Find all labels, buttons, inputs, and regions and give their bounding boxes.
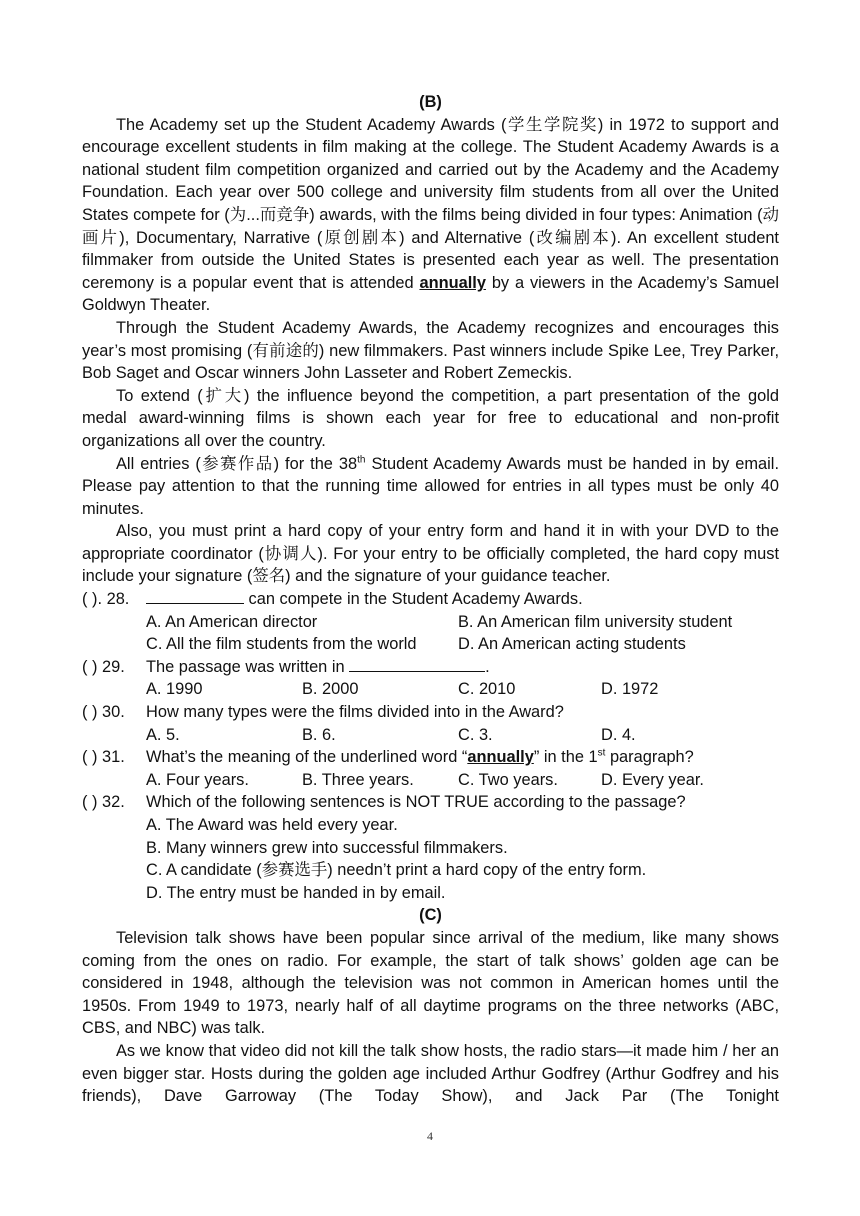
question-stem	[146, 588, 583, 611]
question-30-options	[82, 724, 779, 747]
option-d[interactable]: D. Every year.	[601, 770, 704, 789]
option-d[interactable]: D. The entry must be handed in by email.	[146, 883, 446, 902]
section-b-heading: (B)	[419, 93, 442, 111]
paragraph-text: by a viewers in the Academy’s Samuel Goldwyn Theater.	[82, 273, 779, 315]
section-b-paragraph-4	[82, 453, 779, 521]
answer-bracket[interactable]: ( ) 30.	[82, 703, 125, 722]
section-c-paragraph-1: Television talk shows have been popular since arrival of the medium, like many shows coming from the ones on radio. For example, the start of talk shows’ golden age can be considered in 1948, although the television was not common in American homes until the 1950s. From 1949 to 1973, nearly half of all daytime programs on the three networks (ABC, CBS, and NBC) was talk.	[82, 928, 779, 1038]
underlined-word-annually: annually	[419, 273, 486, 292]
answer-bracket[interactable]: ( ). 28.	[82, 590, 130, 609]
page-content	[82, 91, 779, 1108]
stem-text: ” in the 1	[533, 748, 598, 767]
option-b[interactable]: B. Three years.	[302, 770, 414, 789]
section-b-paragraph-3: To extend (扩大) the influence beyond the competition, a part presentation of the gold medal award-winning films is shown each year for free to educational and non-profit organizations all over the country.	[82, 386, 779, 450]
question-stem	[146, 746, 694, 769]
option-d[interactable]: D. An American acting students	[458, 635, 686, 654]
option-b[interactable]: B. 2000	[302, 680, 359, 699]
option-a[interactable]: A. 5.	[146, 725, 180, 744]
paragraph-text: Student Academy Awards must be handed in by email. Please pay attention to that the running time allowed for entries in all types must be only 40 minutes.	[82, 454, 780, 518]
option-d[interactable]: D. 1972	[601, 680, 659, 699]
option-c[interactable]: C. Two years.	[458, 770, 558, 789]
option-b[interactable]: B. An American film university student	[458, 612, 733, 631]
option-d[interactable]: D. 4.	[601, 725, 636, 744]
question-31-options	[82, 769, 779, 792]
stem-text: The passage was written in	[146, 657, 350, 676]
option-b[interactable]: B. 6.	[302, 725, 336, 744]
question-stem: How many types were the films divided into in the Award?	[146, 703, 564, 722]
option-c[interactable]: C. 3.	[458, 725, 493, 744]
option-a[interactable]: A. The Award was held every year.	[146, 816, 398, 834]
page-number: 4	[427, 1129, 433, 1143]
answer-bracket[interactable]: ( ) 31.	[82, 748, 125, 767]
answer-bracket[interactable]: ( ) 29.	[82, 657, 125, 676]
option-a[interactable]: A. 1990	[146, 680, 203, 699]
ordinal-suffix: st	[597, 747, 606, 759]
stem-text: can compete in the Student Academy Awards.	[244, 590, 583, 609]
question-stem: Which of the following sentences is NOT TRUE according to the passage?	[146, 793, 686, 812]
stem-text: What’s the meaning of the underlined word “	[146, 748, 468, 767]
question-29	[82, 656, 779, 679]
question-28-options-row-1	[82, 611, 779, 634]
question-28	[82, 588, 779, 611]
section-c-paragraph-2: As we know that video did not kill the talk show hosts, the radio stars—it made him / her an even bigger star. Hosts during the golden age included Arthur Godfrey (Arthur Godfrey and his friends), Dave Garroway (The Today Show), and Jack Par (The Tonight	[82, 1041, 779, 1106]
option-c[interactable]: C. A candidate (参赛选手) needn’t print a hard copy of the entry form.	[146, 861, 647, 880]
ordinal-suffix: th	[357, 454, 366, 466]
stem-text: .	[485, 657, 490, 676]
answer-blank	[146, 588, 244, 604]
section-b-paragraph-5: Also, you must print a hard copy of your entry form and hand it in with your DVD to the appropriate coordinator (协调人). For your entry to be officially completed, the hard copy must include your signature (签名) and the signature of your guidance teacher.	[82, 522, 779, 586]
option-b[interactable]: B. Many winners grew into successful filmmakers.	[146, 838, 508, 857]
answer-blank	[349, 656, 485, 672]
question-30	[82, 701, 779, 724]
question-28-options-row-2	[82, 633, 779, 656]
question-31	[82, 746, 779, 769]
section-b-paragraph-1	[82, 114, 779, 317]
option-c[interactable]: C. All the film students from the world	[146, 635, 417, 654]
question-29-options	[82, 678, 779, 701]
option-c[interactable]: C. 2010	[458, 680, 516, 699]
question-stem	[146, 656, 490, 679]
stem-text: paragraph?	[605, 748, 694, 767]
option-a[interactable]: A. Four years.	[146, 770, 249, 789]
paragraph-text: The Academy set up the Student Academy Awards (学生学院奖) in 1972 to support and encourage excellent students in film making at the college. The Student Academy Awards is a national student film competition organized and carried out by the Academy and the Academy Foundation. Each year over 500 college and university film students from all over the United States compete for (为...而竞争) awards, with the films being divided in four types: Animation (动画片), Documentary, Narrative (原创剧本) and Alternative (改编剧本). An excellent student filmmaker from outside the United States is presented each year as well. The presentation ceremony is a popular event that is attended	[82, 115, 779, 292]
underlined-word-annually: annually	[467, 748, 534, 767]
answer-bracket[interactable]: ( ) 32.	[82, 793, 125, 812]
section-b-paragraph-2: Through the Student Academy Awards, the Academy recognizes and encourages this year’s most promising (有前途的) new filmmakers. Past winners include Spike Lee, Trey Parker, Bob Saget and Oscar winners John Lasseter and Robert Zemeckis.	[82, 318, 779, 383]
question-32	[82, 791, 779, 814]
option-a[interactable]: A. An American director	[146, 612, 318, 631]
section-c-heading: (C)	[419, 906, 442, 925]
paragraph-text: All entries (参赛作品) for the 38	[116, 454, 358, 473]
